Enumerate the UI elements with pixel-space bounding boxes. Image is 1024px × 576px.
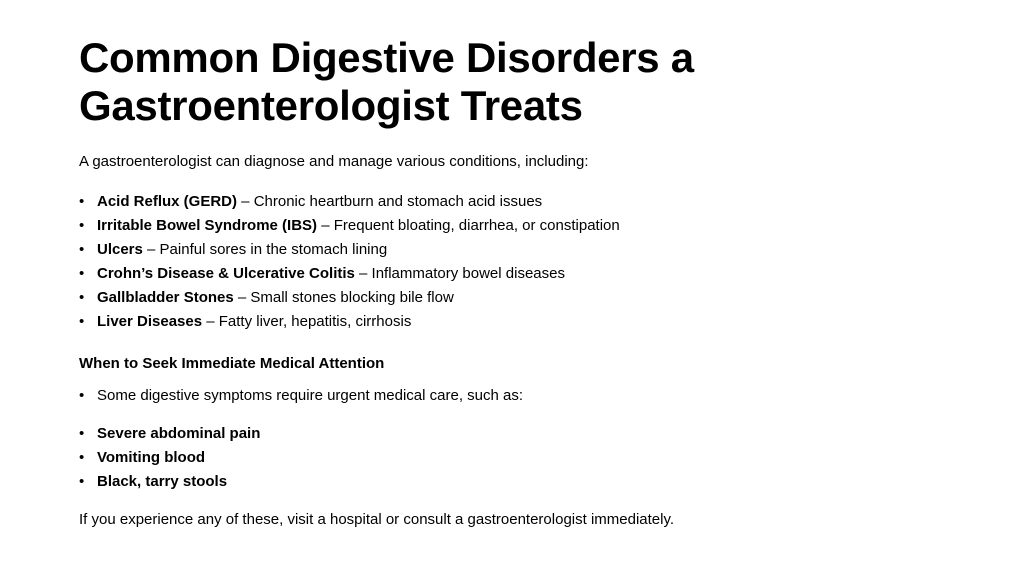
attention-lead-list — [79, 384, 979, 408]
condition-description: – Inflammatory bowel diseases — [354, 265, 565, 282]
condition-term: Liver Diseases — [97, 313, 203, 330]
condition-term: Irritable Bowel Syndrome (IBS) — [97, 217, 318, 234]
list-item — [79, 214, 979, 238]
bullet-icon: • — [79, 193, 85, 210]
attention-heading: When to Seek Immediate Medical Attention — [79, 355, 385, 372]
condition-term: Gallbladder Stones — [97, 289, 234, 306]
condition-term: Acid Reflux (GERD) — [97, 193, 238, 210]
list-item — [79, 262, 979, 286]
list-item — [79, 384, 979, 408]
condition-term: Crohn’s Disease & Ulcerative Colitis — [97, 265, 355, 282]
condition-description: – Frequent bloating, diarrhea, or constipation — [317, 217, 620, 234]
list-item — [79, 310, 979, 334]
list-item — [79, 190, 979, 214]
conditions-list — [79, 190, 979, 334]
bullet-icon: • — [79, 241, 85, 258]
condition-description: – Fatty liver, hepatitis, cirrhosis — [202, 313, 412, 330]
slide-content — [79, 152, 979, 530]
bullet-icon: • — [79, 449, 85, 466]
closing-paragraph: If you experience any of these, visit a hospital or consult a gastroenterologist immediately. — [79, 511, 675, 528]
list-item — [79, 238, 979, 262]
bullet-icon: • — [79, 265, 85, 282]
condition-description: – Painful sores in the stomach lining — [142, 241, 388, 258]
symptom-text: Severe abdominal pain — [97, 425, 261, 442]
list-item — [79, 446, 979, 470]
condition-description: – Chronic heartburn and stomach acid issues — [237, 193, 543, 210]
intro-paragraph: A gastroenterologist can diagnose and manage various conditions, including: — [79, 153, 589, 170]
bullet-icon: • — [79, 473, 85, 490]
page-title: Common Digestive Disorders a Gastroenterologist Treats — [79, 34, 694, 129]
condition-description: – Small stones blocking bile flow — [233, 289, 454, 306]
bullet-icon: • — [79, 425, 85, 442]
bullet-icon: • — [79, 217, 85, 234]
symptom-text: Vomiting blood — [97, 449, 206, 466]
symptom-text: Black, tarry stools — [97, 473, 228, 490]
condition-term: Ulcers — [97, 241, 143, 258]
bullet-icon: • — [79, 289, 85, 306]
bullet-icon: • — [79, 313, 85, 330]
symptoms-list — [79, 422, 979, 494]
attention-lead-text: Some digestive symptoms require urgent medical care, such as: — [97, 387, 524, 404]
list-item — [79, 422, 979, 446]
bullet-icon: • — [79, 387, 85, 404]
list-item — [79, 286, 979, 310]
list-item — [79, 470, 979, 494]
